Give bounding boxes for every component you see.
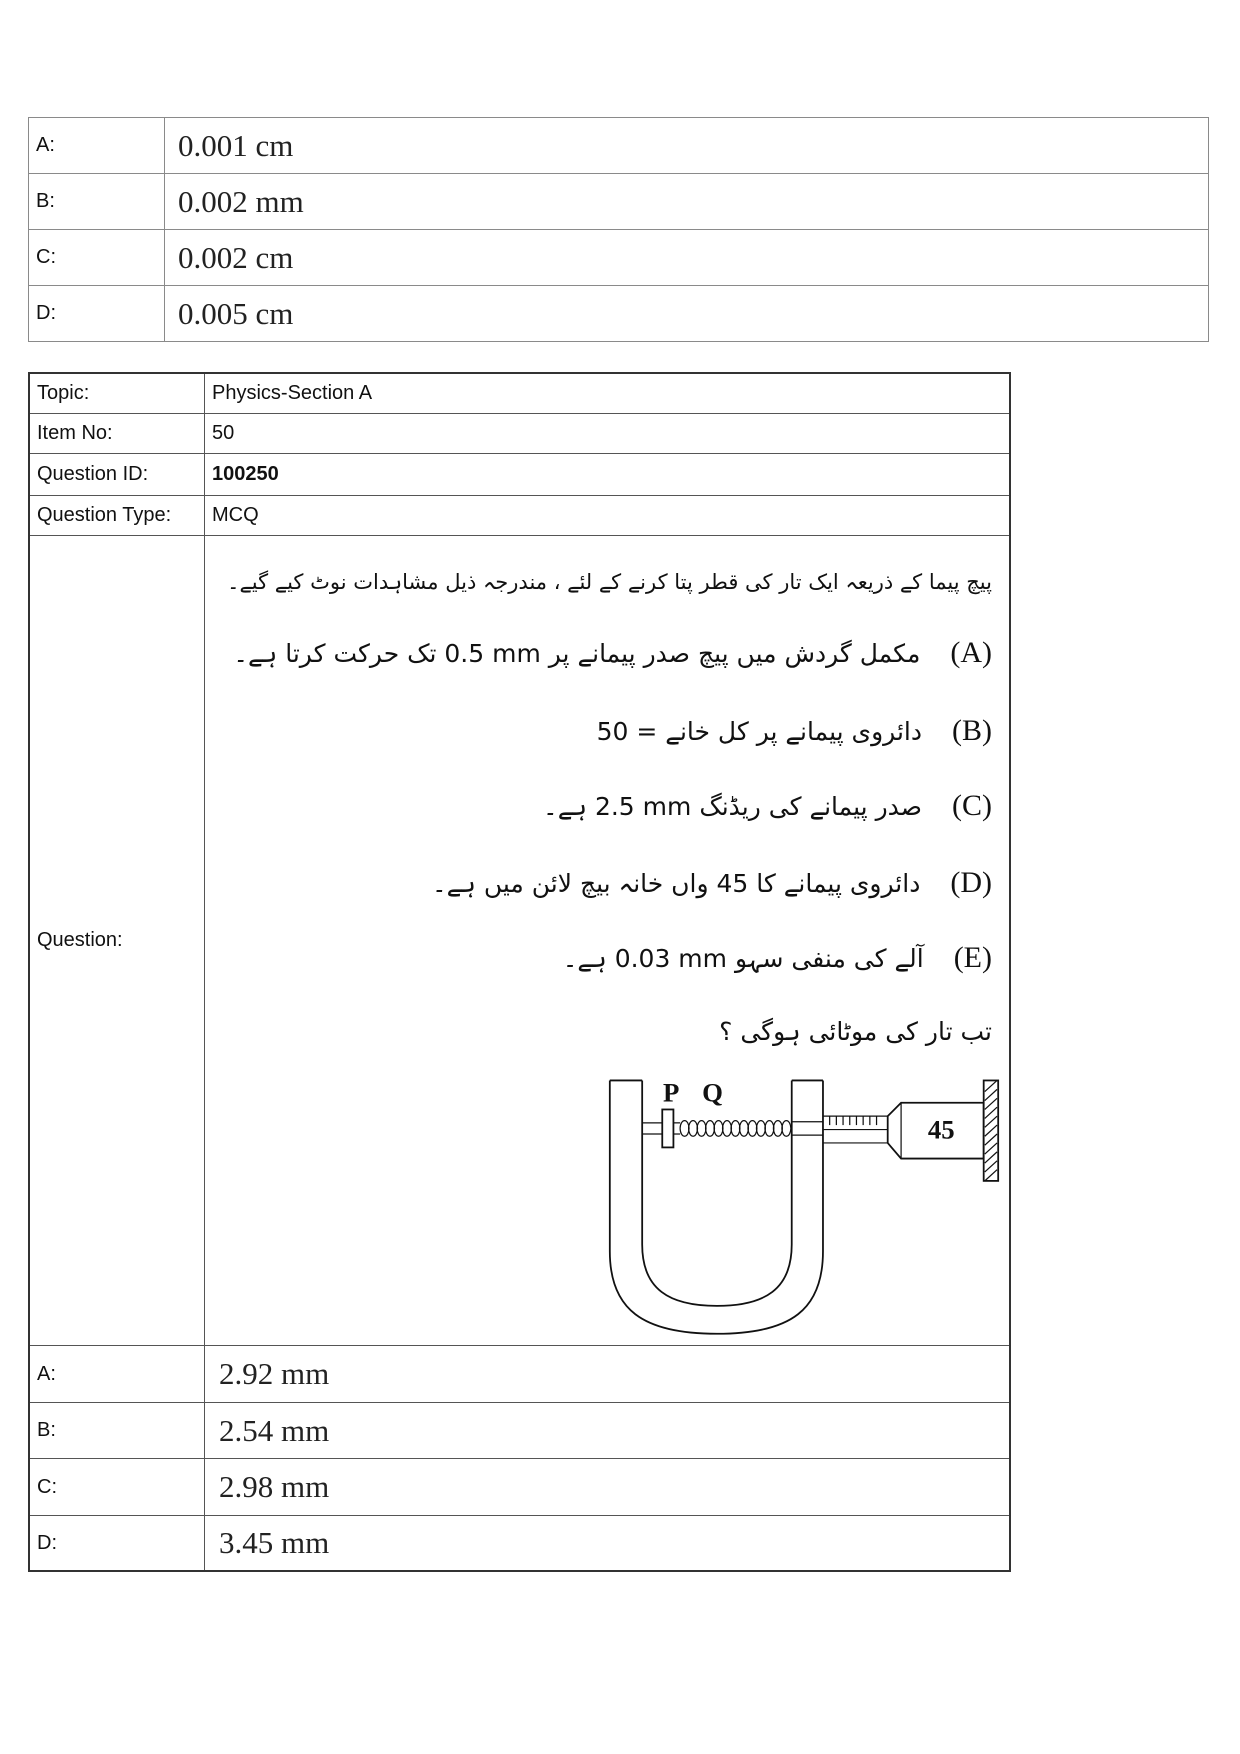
answer-option-row-c — [29, 1459, 1010, 1516]
observation-a — [233, 628, 992, 678]
observation-text: مکمل گردش میں پیچ صدر پیمانے پر ‎0.5 mm تک حرکت کرتا ہے۔ — [233, 638, 921, 668]
question-id-label: Question ID: — [29, 454, 205, 496]
observation-c — [543, 781, 992, 831]
option-label: C: — [29, 230, 165, 286]
question-label: Question: — [29, 536, 205, 1346]
coil-loop — [689, 1121, 698, 1137]
topic-value: Physics-Section A — [205, 373, 1011, 414]
topic-row — [29, 373, 1010, 414]
previous-option-row-d — [29, 286, 1209, 342]
option-value: 0.005 cm — [165, 286, 1209, 342]
previous-option-row-c — [29, 230, 1209, 286]
coil-loop — [748, 1121, 757, 1137]
question-intro-line — [227, 556, 992, 606]
observation-text: آلے کی منفی سہو ‎0.03 mm ہے۔ — [562, 943, 924, 973]
gauge-frame — [610, 1077, 823, 1333]
question-stem — [205, 536, 1009, 1345]
option-value: 2.54 mm — [205, 1403, 1011, 1459]
topic-label: Topic: — [29, 373, 205, 414]
question-prompt-text: تب تار کی موٹائی ہوگی ؟ — [719, 1017, 992, 1046]
coil-loop — [756, 1121, 765, 1137]
option-label: A: — [29, 118, 165, 174]
option-label: B: — [29, 1403, 205, 1459]
coil-loop — [773, 1121, 782, 1137]
coil-loop — [739, 1121, 748, 1137]
observation-tag: (A) — [950, 636, 992, 669]
option-label: D: — [29, 1516, 205, 1572]
observation-text: دائروی پیمانے پر کل خانے = 50 — [596, 716, 922, 746]
answer-option-row-b — [29, 1403, 1010, 1459]
anvil-plate — [662, 1109, 673, 1147]
coil-loop — [765, 1121, 774, 1137]
previous-option-row-b — [29, 174, 1209, 230]
question-id-value: 100250 — [205, 454, 1011, 496]
answer-option-row-d — [29, 1516, 1010, 1572]
spindle-label-q: Q — [702, 1077, 723, 1108]
question-row — [29, 536, 1010, 1346]
question-id-row — [29, 454, 1010, 496]
option-value: 2.98 mm — [205, 1459, 1011, 1516]
option-label: C: — [29, 1459, 205, 1516]
option-label: D: — [29, 286, 165, 342]
item-no-label: Item No: — [29, 414, 205, 454]
question-type-label: Question Type: — [29, 496, 205, 536]
answer-option-row-a — [29, 1346, 1010, 1403]
option-label: A: — [29, 1346, 205, 1403]
question-type-row — [29, 496, 1010, 536]
observation-text: دائروی پیمانے کا 45 واں خانہ بیچ لائن میں ہے۔ — [431, 868, 921, 898]
question-prompt-line — [719, 1007, 992, 1057]
option-label: B: — [29, 174, 165, 230]
coil-loop — [697, 1121, 706, 1137]
observation-text: صدر پیمانے کی ریڈنگ ‎2.5 mm ہے۔ — [543, 791, 922, 821]
coil-loop — [723, 1121, 732, 1137]
observation-tag: (C) — [952, 789, 992, 822]
coil-loop — [782, 1121, 791, 1137]
option-value: 2.92 mm — [205, 1346, 1011, 1403]
item-no-value: 50 — [205, 414, 1011, 454]
coil-loop — [680, 1121, 689, 1137]
option-value: 0.002 mm — [165, 174, 1209, 230]
observation-tag: (B) — [952, 714, 992, 747]
sleeve-main-scale — [823, 1116, 890, 1143]
spindle-coil — [680, 1121, 823, 1137]
coil-loop — [706, 1121, 715, 1137]
question-intro-text: پیچ پیما کے ذریعہ ایک تار کی قطر پتا کرنے کے لئے ، مندرجہ ذیل مشاہدات نوٹ کیے گیے۔ — [227, 570, 992, 594]
previous-question-options-table — [28, 117, 1209, 342]
coil-loop — [731, 1121, 740, 1137]
thimble — [888, 1103, 984, 1159]
observation-d — [432, 858, 992, 908]
question-type-value: MCQ — [205, 496, 1011, 536]
observation-e — [563, 933, 992, 983]
thimble-reading-label: 45 — [927, 1114, 955, 1145]
anvil — [642, 1109, 680, 1147]
item-no-row — [29, 414, 1010, 454]
observation-tag: (D) — [950, 866, 992, 899]
anvil-label-p: P — [663, 1077, 680, 1108]
previous-option-row-a — [29, 118, 1209, 174]
option-value: 3.45 mm — [205, 1516, 1011, 1572]
coil-loop — [714, 1121, 723, 1137]
micrometer-screw-gauge-figure — [602, 1069, 1006, 1343]
question-stem-cell — [205, 536, 1011, 1346]
option-value: 0.002 cm — [165, 230, 1209, 286]
observation-b — [597, 706, 992, 756]
ratchet — [984, 1080, 999, 1180]
question-table — [28, 372, 1011, 1572]
observation-tag: (E) — [953, 941, 992, 974]
option-value: 0.001 cm — [165, 118, 1209, 174]
